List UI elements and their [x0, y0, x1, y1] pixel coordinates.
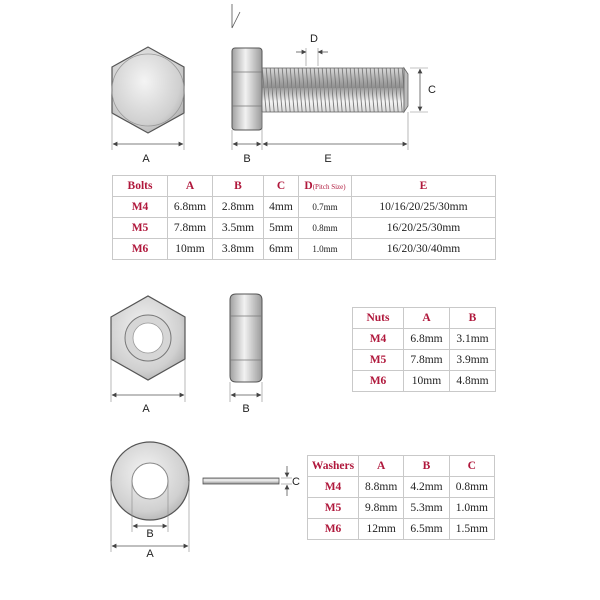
- table-cell: 4.8mm: [450, 371, 496, 392]
- table-cell: 1.5mm: [449, 519, 494, 540]
- washers-col-b-header: B: [404, 456, 449, 477]
- table-row: [113, 218, 496, 239]
- bolt-dim-b-label: B: [243, 153, 251, 165]
- bolts-row-size: M5: [113, 218, 168, 239]
- table-cell: 5mm: [264, 218, 299, 239]
- nuts-row-size: M4: [353, 329, 404, 350]
- washer-dim-b-label: B: [146, 528, 154, 540]
- washers-row-size: M4: [308, 477, 359, 498]
- bolt-dim-e-label: E: [324, 153, 332, 165]
- nuts-col-b-header: B: [450, 308, 496, 329]
- table-row: [113, 239, 496, 260]
- bolts-col-a-header: A: [168, 176, 213, 197]
- nuts-col-a-header: A: [404, 308, 450, 329]
- bolts-col-e-header: E: [352, 176, 496, 197]
- bolts-col-d-pitch-note: (Pitch Size): [312, 183, 346, 191]
- table-cell: 10mm: [404, 371, 450, 392]
- table-cell: 7.8mm: [404, 350, 450, 371]
- table-cell: 2.8mm: [213, 197, 264, 218]
- nuts-row-size: M5: [353, 350, 404, 371]
- table-cell: 10mm: [168, 239, 213, 260]
- table-cell: 6mm: [264, 239, 299, 260]
- bolts-col-d-letter: D: [304, 180, 313, 192]
- table-cell: 16/20/25/30mm: [352, 218, 496, 239]
- washers-row-size: M6: [308, 519, 359, 540]
- table-cell: 3.9mm: [450, 350, 496, 371]
- table-cell: 4.2mm: [404, 477, 449, 498]
- bolts-table-header-row: [113, 176, 496, 197]
- bolt-dim-d-label: D: [310, 33, 318, 45]
- bolt-dim-c-label: C: [428, 84, 436, 96]
- washer-side-view: [203, 478, 279, 484]
- nuts-spec-table: [352, 307, 496, 392]
- table-row: [353, 371, 496, 392]
- nut-side-view: [230, 294, 262, 382]
- table-cell: 6.5mm: [404, 519, 449, 540]
- washers-col-a-header: A: [359, 456, 404, 477]
- washer-face-view: [111, 442, 189, 520]
- bolt-dim-a-label: A: [142, 153, 150, 165]
- table-row: [353, 350, 496, 371]
- bolts-row-size: M6: [113, 239, 168, 260]
- bolts-spec-table: [112, 175, 496, 260]
- table-row: [308, 498, 495, 519]
- nut-end-view: [111, 296, 185, 380]
- table-row: [353, 329, 496, 350]
- bolts-col-b-header: B: [213, 176, 264, 197]
- table-cell: 16/20/30/40mm: [352, 239, 496, 260]
- table-cell: 9.8mm: [359, 498, 404, 519]
- washers-table-header-row: [308, 456, 495, 477]
- table-cell: 3.5mm: [213, 218, 264, 239]
- table-cell: 5.3mm: [404, 498, 449, 519]
- nuts-row-size: M6: [353, 371, 404, 392]
- table-cell: 0.8mm: [449, 477, 494, 498]
- nut-dim-b-label: B: [242, 403, 250, 415]
- table-cell: 4mm: [264, 197, 299, 218]
- nuts-col-header: Nuts: [353, 308, 404, 329]
- nut-dim-a-label: A: [142, 403, 150, 415]
- washer-dim-a-label: A: [146, 548, 154, 560]
- table-cell: 7.8mm: [168, 218, 213, 239]
- bolts-col-c-header: C: [264, 176, 299, 197]
- bolt-side-view: [232, 48, 408, 130]
- table-cell: 12mm: [359, 519, 404, 540]
- table-cell: 3.8mm: [213, 239, 264, 260]
- bolts-col-d-header: [299, 176, 352, 197]
- table-cell: 0.7mm: [299, 197, 352, 218]
- table-cell: 0.8mm: [299, 218, 352, 239]
- corner-mark: [232, 4, 240, 28]
- table-cell: 8.8mm: [359, 477, 404, 498]
- table-cell: 10/16/20/25/30mm: [352, 197, 496, 218]
- washers-col-header: Washers: [308, 456, 359, 477]
- washers-spec-table: [307, 455, 495, 540]
- table-row: [308, 519, 495, 540]
- table-row: [113, 197, 496, 218]
- washers-col-c-header: C: [449, 456, 494, 477]
- bolt-head-end-view: [112, 47, 184, 133]
- table-cell: 1.0mm: [299, 239, 352, 260]
- washer-dim-c-label: C: [292, 476, 300, 488]
- table-row: [308, 477, 495, 498]
- washers-row-size: M5: [308, 498, 359, 519]
- table-cell: 1.0mm: [449, 498, 494, 519]
- bolts-row-size: M4: [113, 197, 168, 218]
- table-cell: 6.8mm: [168, 197, 213, 218]
- nuts-table-header-row: [353, 308, 496, 329]
- table-cell: 3.1mm: [450, 329, 496, 350]
- bolts-col-header: Bolts: [113, 176, 168, 197]
- table-cell: 6.8mm: [404, 329, 450, 350]
